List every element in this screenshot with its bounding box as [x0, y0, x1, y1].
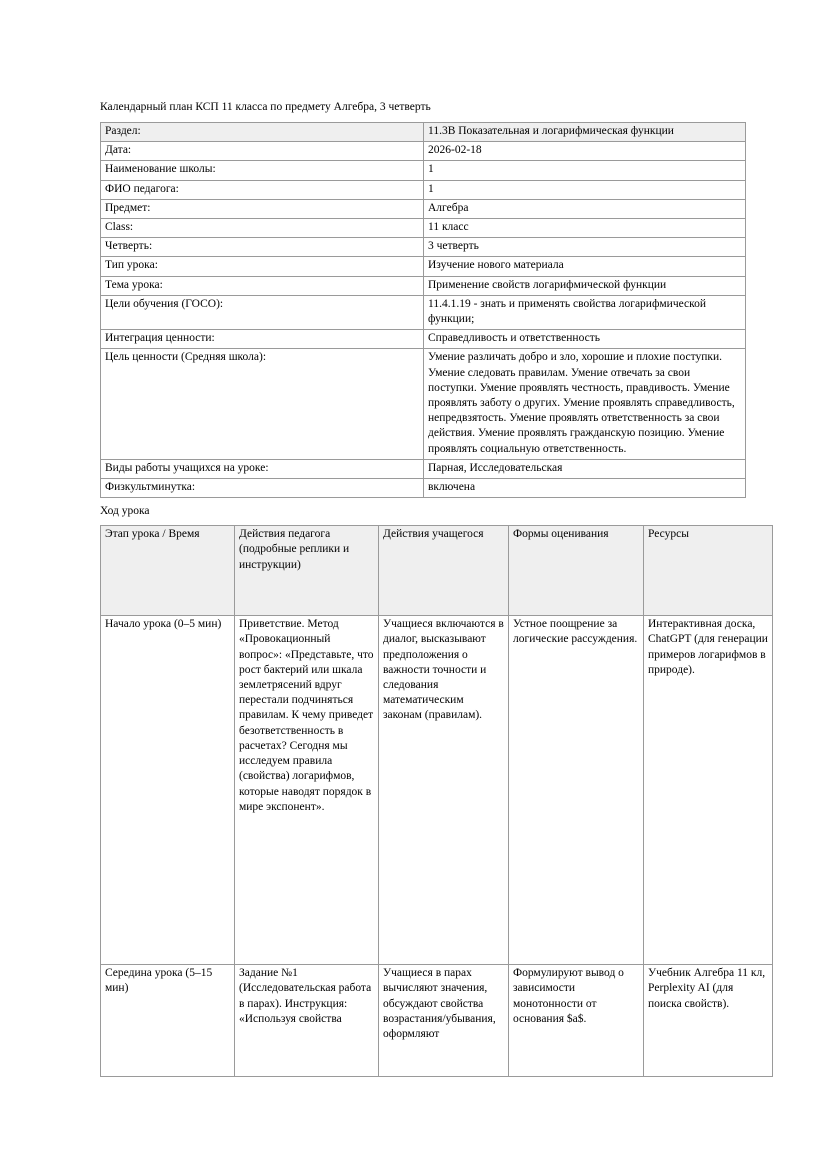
- info-label: Наименование школы:: [101, 161, 424, 180]
- table-header-row: [101, 526, 773, 616]
- table-row: [101, 199, 746, 218]
- cell-assessment-forms: Формулируют вывод о зависимости монотонности от основания $a$.: [509, 965, 644, 1077]
- info-label: Интеграция ценности:: [101, 330, 424, 349]
- info-value: Алгебра: [424, 199, 746, 218]
- section-heading: Ход урока: [100, 505, 150, 518]
- table-row: [101, 219, 746, 238]
- cell-assessment-forms: Устное поощрение за логические рассуждения.: [509, 616, 644, 965]
- info-label: Дата:: [101, 142, 424, 161]
- cell-student-actions: Учащиеся в парах вычисляют значения, обсуждают свойства возрастания/убывания, оформляют: [379, 965, 509, 1077]
- info-value: 1: [424, 161, 746, 180]
- table-row: [101, 459, 746, 478]
- table-row: [101, 142, 746, 161]
- table-row: [101, 965, 773, 1077]
- cell-resources: Учебник Алгебра 11 кл, Perplexity AI (для поиска свойств).: [644, 965, 773, 1077]
- info-label: Четверть:: [101, 238, 424, 257]
- cell-teacher-actions: Задание №1 (Исследовательская работа в парах). Инструкция: «Используя свойства: [235, 965, 379, 1077]
- cell-stage: Начало урока (0–5 мин): [101, 616, 235, 965]
- info-label: Цели обучения (ГОСО):: [101, 295, 424, 329]
- lesson-flow-table: [100, 525, 773, 1077]
- cell-resources: Интерактивная доска, ChatGPT (для генерации примеров логарифмов в природе).: [644, 616, 773, 965]
- table-row: [101, 180, 746, 199]
- table-row: [101, 616, 773, 965]
- table-row: [101, 330, 746, 349]
- table-row: [101, 276, 746, 295]
- info-value: 1: [424, 180, 746, 199]
- info-value: включена: [424, 479, 746, 498]
- info-value: Умение различать добро и зло, хорошие и плохие поступки. Умение следовать правилам. Умение отвечать за свои поступки. Умение проявлять честность, правдивость. Умение проявлять заботу о других. Умение проявлять справедливость, непредвзятость. Умение проявлять ответственность за свои действия. Умение проявлять гражданскую позицию. Умение проявлять социальную ответственность.: [424, 349, 746, 459]
- column-header-teacher-actions: Действия педагога (подробные реплики и инструкции): [235, 526, 379, 616]
- table-row: [101, 123, 746, 142]
- cell-stage: Середина урока (5–15 мин): [101, 965, 235, 1077]
- lesson-flow-body: [101, 616, 773, 1077]
- info-value: 11.3В Показательная и логарифмическая функции: [424, 123, 746, 142]
- lesson-info-table: [100, 122, 746, 498]
- column-header-assessment-forms: Формы оценивания: [509, 526, 644, 616]
- info-value: Изучение нового материала: [424, 257, 746, 276]
- info-label: Виды работы учащихся на уроке:: [101, 459, 424, 478]
- info-value: Применение свойств логарифмической функции: [424, 276, 746, 295]
- info-label: Тип урока:: [101, 257, 424, 276]
- info-label: ФИО педагога:: [101, 180, 424, 199]
- info-value: 11.4.1.19 - знать и применять свойства логарифмической функции;: [424, 295, 746, 329]
- info-value: 2026-02-18: [424, 142, 746, 161]
- info-value: 3 четверть: [424, 238, 746, 257]
- table-row: [101, 161, 746, 180]
- page-title: Календарный план КСП 11 класса по предмету Алгебра, 3 четверть: [100, 101, 431, 113]
- cell-teacher-actions: Приветствие. Метод «Провокационный вопрос»: «Представьте, что рост бактерий или шкала землетрясений вдруг перестали подчиняться правилам. К чему приведет безответственность в расчетах? Сегодня мы исследуем правила (свойства) логарифмов, которые наводят порядок в мире экспонент».: [235, 616, 379, 965]
- column-header-resources: Ресурсы: [644, 526, 773, 616]
- column-header-stage: Этап урока / Время: [101, 526, 235, 616]
- table-row: [101, 238, 746, 257]
- table-row: [101, 295, 746, 329]
- info-label: Class:: [101, 219, 424, 238]
- info-value: Справедливость и ответственность: [424, 330, 746, 349]
- info-value: 11 класс: [424, 219, 746, 238]
- cell-student-actions: Учащиеся включаются в диалог, высказывают предположения о важности точности и следования математическим законам (правилам).: [379, 616, 509, 965]
- info-label: Предмет:: [101, 199, 424, 218]
- table-row: [101, 479, 746, 498]
- lesson-info-body: [101, 123, 746, 498]
- column-header-student-actions: Действия учащегося: [379, 526, 509, 616]
- info-label: Цель ценности (Средняя школа):: [101, 349, 424, 459]
- info-label: Физкультминутка:: [101, 479, 424, 498]
- table-row: [101, 349, 746, 459]
- lesson-flow-head: [101, 526, 773, 616]
- info-label: Раздел:: [101, 123, 424, 142]
- table-row: [101, 257, 746, 276]
- info-label: Тема урока:: [101, 276, 424, 295]
- info-value: Парная, Исследовательская: [424, 459, 746, 478]
